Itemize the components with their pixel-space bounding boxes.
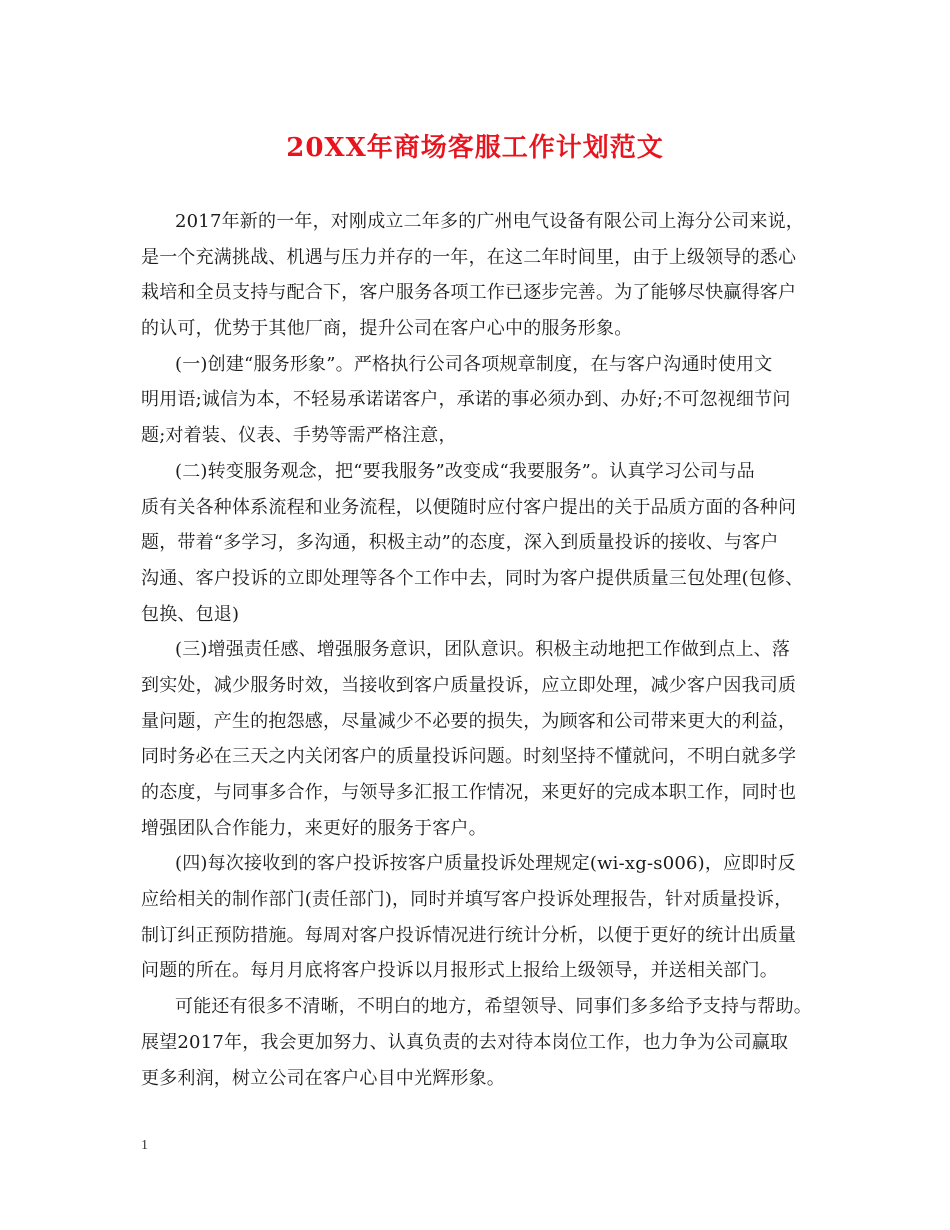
text-line: 沟通、客户投诉的立即处理等各个工作中去，同时为客户提供质量三包处理(包修、 xyxy=(141,567,804,589)
document-title: 20XX年商场客服工作计划范文 xyxy=(286,133,664,163)
text-line: 量问题，产生的抱怨感，尽量减少不必要的损失，为顾客和公司带来更大的利益， xyxy=(141,710,797,732)
text-line: 增强团队合作能力，来更好的服务于客户。 xyxy=(141,817,487,839)
text-line: (二)转变服务观念，把“要我服务”改变成“我要服务”。认真学习公司与品 xyxy=(175,460,755,482)
text-line: (四)每次接收到的客户投诉按客户质量投诉处理规定(wi-xg-s006)，应即时反 xyxy=(175,853,796,875)
text-line: 更多利润，树立公司在客户心目中光辉形象。 xyxy=(141,1067,505,1089)
page-number: 1 xyxy=(141,1138,148,1153)
text-line: 题，带着“多学习，多沟通，积极主动”的态度，深入到质量投诉的接收、与客户 xyxy=(141,532,779,554)
text-line: 2017年新的一年，对刚成立二年多的广州电气设备有限公司上海分公司来说， xyxy=(175,211,805,232)
text-line: 的态度，与同事多合作，与领导多汇报工作情况，来更好的完成本职工作，同时也 xyxy=(141,782,797,803)
text-line: 同时务必在三天之内关闭客户的质量投诉问题。时刻坚持不懂就问，不明白就多学 xyxy=(141,746,797,768)
text-line: 到实处，减少服务时效，当接收到客户质量投诉，应立即处理，减少客户因我司质 xyxy=(141,674,797,696)
text-line: 栽培和全员支持与配合下，客户服务各项工作已逐步完善。为了能够尽快赢得客户 xyxy=(141,282,797,304)
text-line: 题;对着装、仪表、手势等需严格注意， xyxy=(141,425,457,447)
text-line: 包换、包退) xyxy=(141,603,240,625)
text-line: 的认可，优势于其他厂商，提升公司在客户心中的服务形象。 xyxy=(141,318,633,340)
text-line: 可能还有很多不清晰，不明白的地方，希望领导、同事们多多给予支持与帮助。 xyxy=(175,996,812,1018)
text-line: 质有关各种体系流程和业务流程，以便随时应付客户提出的关于品质方面的各种问 xyxy=(141,496,797,518)
text-line: 应给相关的制作部门(责任部门)，同时并填写客户投诉处理报告，针对质量投诉， xyxy=(141,889,793,911)
text-line: 制订纠正预防措施。每周对客户投诉情况进行统计分析，以便于更好的统计出质量 xyxy=(141,924,797,946)
text-line: (一)创建“服务形象”。严格执行公司各项规章制度，在与客户沟通时使用文 xyxy=(175,353,773,375)
text-line: (三)增强责任感、增强服务意识，团队意识。积极主动地把工作做到点上、落 xyxy=(175,639,791,661)
text-line: 明用语;诚信为本，不轻易承诺诺客户，承诺的事必须办到、办好;不可忽视细节问 xyxy=(141,389,791,411)
document-body xyxy=(141,204,811,1096)
text-line: 是一个充满挑战、机遇与压力并存的一年，在这二年时间里，由于上级领导的悉心 xyxy=(141,246,797,268)
text-line: 展望2017年，我会更加努力、认真负责的去对待本岗位工作，也力争为公司赢取 xyxy=(141,1031,789,1053)
text-line: 问题的所在。每月月底将客户投诉以月报形式上报给上级领导，并送相关部门。 xyxy=(141,960,778,982)
